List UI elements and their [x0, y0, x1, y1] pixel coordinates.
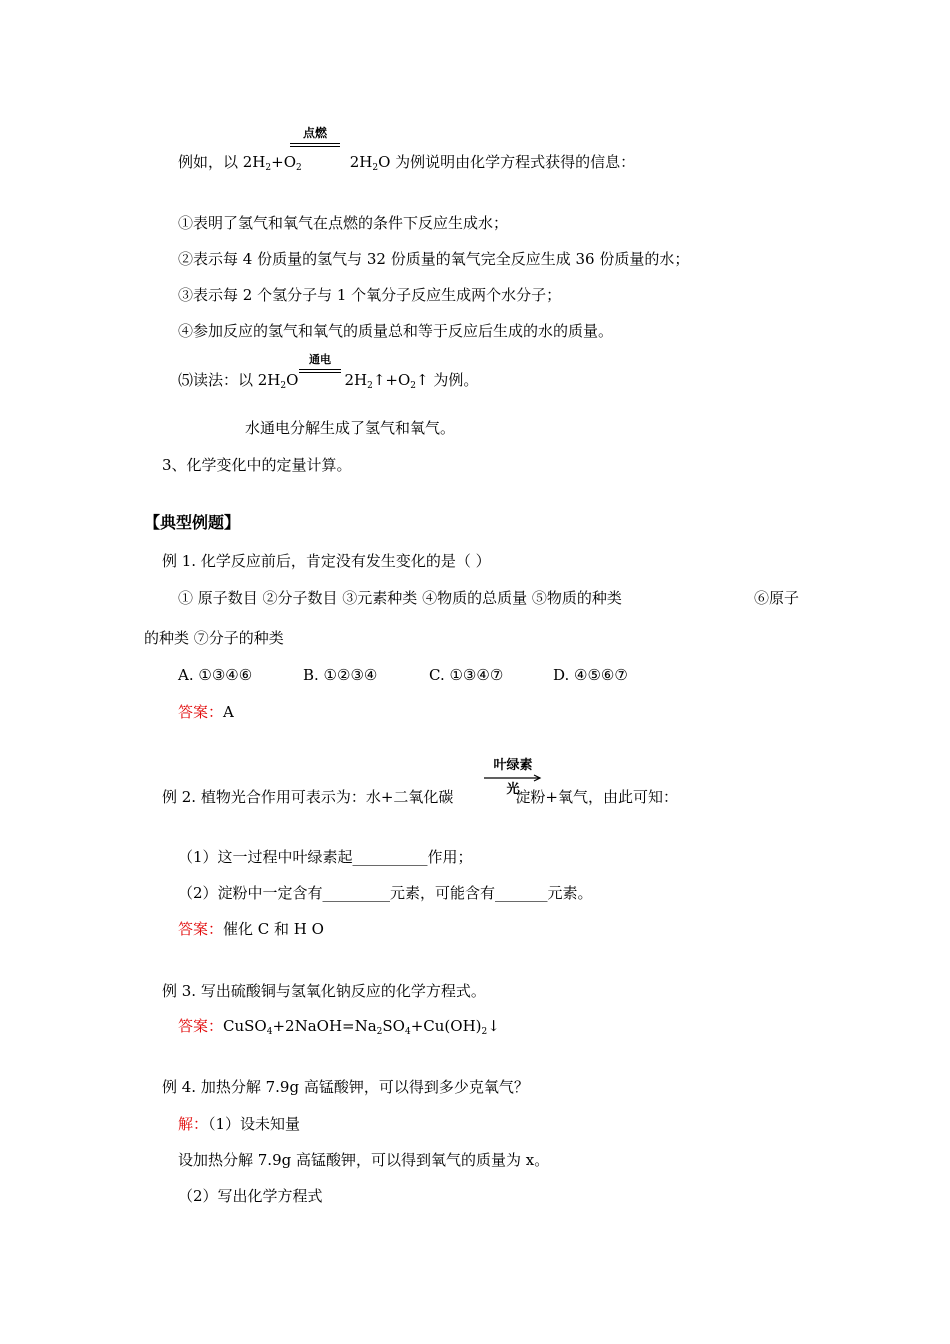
ex1-line1: ① 原子数目 ②分子数目 ③元素种类 ④物质的总质量 ⑤物质的种类: [178, 589, 622, 607]
eq-part: CuSO: [223, 1017, 267, 1035]
answer-value: 催化 C 和 H O: [223, 920, 324, 938]
ex2-prefix: 例 2. 植物光合作用可表示为：水+二氧化碳: [162, 788, 454, 806]
section-heading: 【典型例题】: [144, 513, 241, 532]
ex2-q2: （2）淀粉中一定含有_________元素，可能含有_______元素。: [178, 884, 593, 902]
electrolysis-condition: [299, 354, 341, 373]
subscript: 2: [265, 163, 272, 173]
point-4: ④参加反应的氢气和氧气的质量总和等于反应后生成的水的质量。: [178, 322, 614, 340]
ex4-step2: （2）写出化学方程式: [178, 1187, 323, 1205]
ex3-question: 例 3. 写出硫酸铜与氢氧化钠反应的化学方程式。: [162, 982, 486, 1000]
double-line: [290, 143, 340, 147]
ex1-options: [178, 665, 628, 685]
ex2-q1: （1）这一过程中叶绿素起__________作用；: [178, 848, 473, 866]
option-b: B. ①②③④: [303, 666, 378, 684]
ex2-suffix: 淀粉+氧气，由此可知：: [515, 788, 678, 806]
option-d: D. ④⑤⑥⑦: [553, 666, 628, 684]
reading-prefix: ⑸读法：以 2H: [178, 371, 281, 389]
eq-part: +Cu(OH): [410, 1017, 482, 1035]
eq-part: +2NaOH=Na: [272, 1017, 377, 1035]
ex2-equation: [162, 787, 678, 807]
ignition-condition: [290, 126, 340, 147]
ex4-question: 例 4. 加热分解 7.9g 高锰酸钾，可以得到多少克氧气？: [162, 1078, 529, 1096]
reading-mid: ↑+O: [372, 371, 411, 389]
ex1-line1-end: ⑥原子: [754, 589, 800, 607]
reading-product: 2H: [344, 371, 368, 389]
intro-product: 2H: [349, 153, 373, 171]
reading-line: [178, 370, 478, 390]
ex1-line2: 的种类 ⑦分子的种类: [144, 629, 284, 647]
point-1: ①表明了氢气和氧气在点燃的条件下反应生成水；: [178, 214, 509, 232]
answer-value: A: [223, 703, 234, 721]
double-line: [299, 369, 341, 373]
intro-prefix: 例如，以 2H: [178, 153, 266, 171]
answer-label: 答案：: [178, 703, 224, 721]
ex2-answer: [178, 919, 324, 939]
subscript: 2: [376, 1027, 383, 1037]
subscript: 4: [266, 1027, 273, 1037]
ex3-answer: [178, 1016, 500, 1036]
arrow-top-label: 叶绿素: [493, 758, 533, 773]
reading-sentence: 水通电分解生成了氢气和氧气。: [245, 419, 456, 437]
right-arrow-icon: [482, 774, 544, 782]
point-2: ②表示每 4 份质量的氢气与 32 份质量的氧气完全反应生成 36 份质量的水；: [178, 250, 690, 268]
answer-label: 答案：: [178, 920, 224, 938]
option-a: A. ①③④⑥: [178, 666, 253, 684]
reading-suffix: ↑ 为例。: [415, 371, 479, 389]
intro-suffix: O 为例说明由化学方程式获得的信息：: [378, 153, 636, 171]
condition-label: 通电: [309, 353, 331, 366]
subscript: 2: [367, 381, 373, 391]
solution-label: 解：: [178, 1115, 209, 1133]
option-c: C. ①③④⑦: [429, 666, 504, 684]
precipitate-arrow: ↓: [487, 1017, 500, 1035]
subscript: 2: [481, 1027, 488, 1037]
photosynthesis-arrow: [482, 758, 544, 798]
condition-label: 点燃: [302, 126, 327, 140]
arrow-bottom-label: 光: [506, 782, 520, 797]
answer-label: 答案：: [178, 1017, 224, 1035]
intro-mid: +O: [271, 153, 297, 171]
reading-after: O: [286, 371, 299, 389]
intro-equation-line: [178, 152, 635, 172]
ex1-question: 例 1. 化学反应前后，肯定没有发生变化的是（ ）: [162, 552, 491, 570]
subscript: 2: [296, 163, 302, 173]
ex4-step1: [178, 1114, 300, 1134]
subscript: 2: [410, 381, 416, 391]
section-3: 3、化学变化中的定量计算。: [162, 456, 352, 474]
step1-text: （1）设未知量: [208, 1115, 301, 1133]
point-3: ③表示每 2 个氢分子与 1 个氧分子反应生成两个水分子；: [178, 286, 562, 304]
subscript: 2: [280, 381, 287, 391]
eq-part: SO: [382, 1017, 405, 1035]
subscript: 2: [372, 163, 379, 173]
ex1-answer: [178, 702, 234, 722]
ex4-step1-detail: 设加热分解 7.9g 高锰酸钾，可以得到氧气的质量为 x。: [178, 1151, 550, 1169]
subscript: 4: [404, 1027, 411, 1037]
